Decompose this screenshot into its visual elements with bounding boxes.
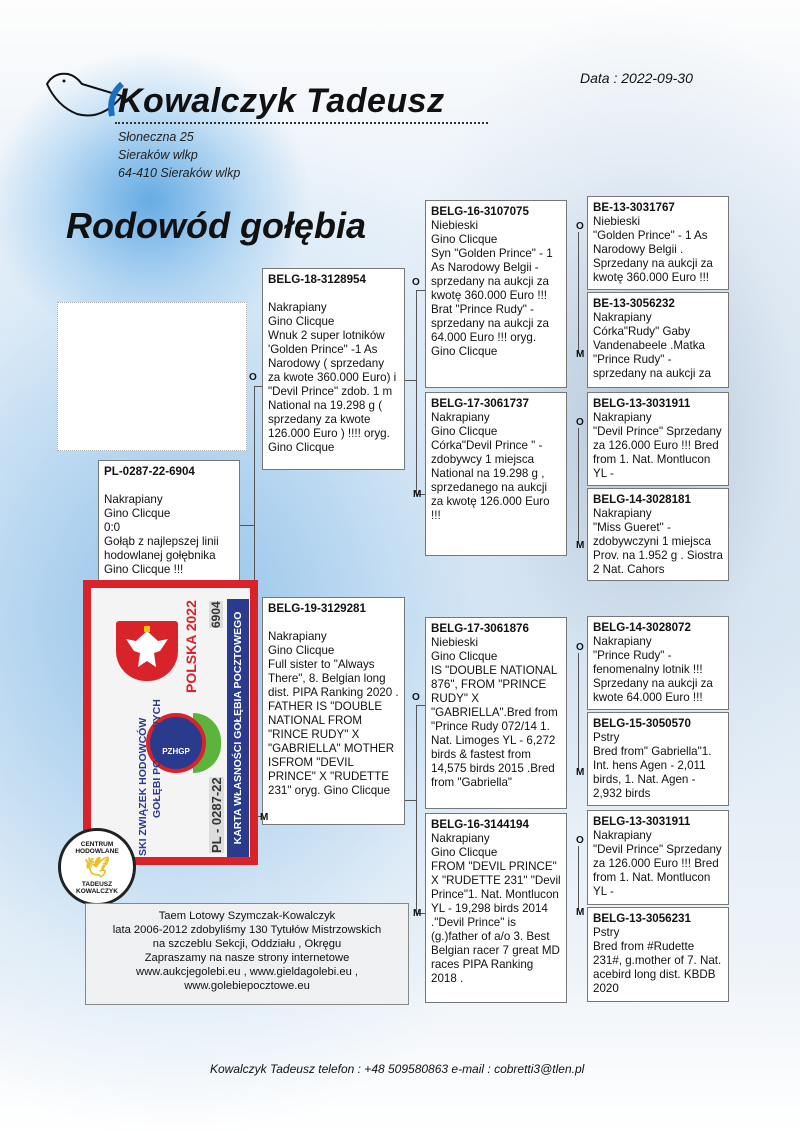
description: Gołąb z najlepszej linii hodowlanej gołębnika Gino Clicque !!! bbox=[104, 535, 219, 576]
mother-label: M bbox=[576, 349, 585, 360]
breeding-center-stamp bbox=[58, 828, 136, 906]
ring-number: BELG-18-3128954 bbox=[268, 273, 366, 286]
stamp-bottom-text: TADEUSZ KOWALCZYK bbox=[76, 881, 118, 895]
color: Nakrapiany bbox=[593, 829, 652, 842]
mother-label: M bbox=[413, 908, 422, 919]
description: Bred from" Gabriella"1. Int. hens Agen - 2,011 birds, 1. Nat. Agen - 2,932 birds bbox=[593, 745, 712, 800]
color: Nakrapiany bbox=[104, 493, 163, 506]
card-bottom-band: KARTA WŁASNOŚCI GOŁĘBIA POCZTOWEGO bbox=[227, 599, 249, 857]
address-line: Słoneczna 25 bbox=[118, 130, 194, 144]
color: Niebieski bbox=[431, 636, 479, 649]
father-label: O bbox=[412, 277, 420, 288]
description: "Devil Prince" Sprzedany za 126.000 Euro !!! Bred from 1. Nat. Montlucon YL - bbox=[593, 843, 722, 898]
breeder: Gino Clicque bbox=[431, 233, 498, 246]
pigeon-card-father bbox=[262, 268, 405, 470]
breeder: Gino Clicque bbox=[431, 846, 498, 859]
color: Nakrapiany bbox=[593, 311, 652, 324]
mother-label: M bbox=[413, 489, 422, 500]
color: Nakrapiany bbox=[431, 832, 490, 845]
dove-icon: 🕊 bbox=[84, 857, 110, 879]
description: Bred from #Rudette 231#, g.mother of 7. Nat. acebird long dist. KBDB 2020 bbox=[593, 940, 722, 995]
ring-number: BE-13-3031767 bbox=[593, 201, 675, 214]
page-title: Rodowód gołębia bbox=[66, 205, 366, 246]
father-label: O bbox=[576, 835, 584, 846]
info-line: Taem Lotowy Szymczak-Kowalczyk bbox=[158, 910, 336, 922]
pigeon-card-subject bbox=[98, 460, 240, 588]
color: Nakrapiany bbox=[431, 411, 490, 424]
father-label: O bbox=[576, 417, 584, 428]
color: Pstry bbox=[593, 926, 620, 939]
pigeon-card-mmf bbox=[587, 810, 729, 905]
info-line: lata 2006-2012 zdobyliśmy 130 Tytułów Mistrzowskich bbox=[112, 924, 382, 936]
breeder-name: Kowalczyk Tadeusz bbox=[118, 82, 445, 120]
description: Full sister to "Always There", 8. Belgian long dist. PIPA Ranking 2020 . FATHER IS "DOUBLE NATIONAL FROM "RINCE RUDY" X "GABRIELLA" MOTHER ISFROM "DEVIL PRINCE" X "RUDETTE 231" oryg. Gino Clicque bbox=[268, 658, 399, 797]
color: Niebieski bbox=[593, 215, 641, 228]
description: Córka"Devil Prince " - zdobywcy 1 miejsca National na 19.298 g , sprzedanego na aukcji za kwotę 126.000 Euro !!! bbox=[431, 439, 550, 522]
ownership-card-image bbox=[83, 580, 258, 865]
color: Nakrapiany bbox=[593, 635, 652, 648]
ring-number: BELG-17-3061737 bbox=[431, 397, 529, 410]
info-link[interactable]: www.golebiepocztowe.eu bbox=[184, 980, 310, 992]
father-label: O bbox=[249, 372, 257, 383]
polish-eagle-emblem-icon bbox=[116, 621, 178, 681]
address-line: Sieraków wlkp bbox=[118, 148, 198, 162]
card-year: POLSKA 2022 bbox=[183, 600, 199, 693]
ring-number: BELG-13-3031911 bbox=[593, 397, 691, 410]
card-org-line2: GOŁĘBI POCZTOWYCH bbox=[151, 699, 163, 818]
pigeon-card-fff bbox=[587, 196, 729, 290]
info-box bbox=[85, 903, 409, 1005]
ring-number: PL-0287-22-6904 bbox=[104, 465, 195, 478]
breeder: Gino Clicque bbox=[104, 507, 171, 520]
pigeon-card-mf bbox=[425, 617, 567, 809]
info-links[interactable]: www.aukcjegolebi.eu , www.gieldagolebi.eu , bbox=[135, 966, 359, 978]
divider bbox=[115, 122, 488, 124]
card-number: 6904 bbox=[209, 601, 223, 628]
description: IS "DOUBLE NATIONAL 876", FROM "PRINCE RUDY" X "GABRIELLA".Bred from "Prince Rudy 072/14 1. Nat. Limoges YL - 6,272 birds & fastest from 14,575 birds 2015 .Bred from "Gabriella" bbox=[431, 664, 558, 789]
color: Nakrapiany bbox=[268, 301, 327, 314]
pigeon-card-fmm bbox=[587, 488, 729, 581]
pigeon-card-mm bbox=[425, 813, 567, 1003]
ring-number: BELG-15-3050570 bbox=[593, 717, 691, 730]
stamp-top-text: CENTRUM HODOWLANE bbox=[75, 841, 119, 855]
pigeon-card-mother bbox=[262, 597, 405, 825]
photo-placeholder bbox=[57, 302, 247, 451]
color: Pstry bbox=[593, 731, 620, 744]
description: "Prince Rudy" - fenomenalny lotnik !!! Sprzedany na aukcji za kwote 64.000 Euro !!! bbox=[593, 649, 713, 704]
color: Niebieski bbox=[431, 219, 479, 232]
description: "Devil Prince" Sprzedany za 126.000 Euro !!! Bred from 1. Nat. Montlucon YL - bbox=[593, 425, 722, 480]
description: "Golden Prince" - 1 As Narodowy Belgii . Sprzedany na aukcji za kwotę 360.000 Euro !!! bbox=[593, 229, 713, 284]
ring-number: BELG-16-3107075 bbox=[431, 205, 529, 218]
description: Syn "Golden Prince" - 1 As Narodowy Belgii - sprzedany na aukcji za kwotę 360.000 Euro !!! Brat "Prince Rudy" - sprzedany na aukcji za 64.000 Euro !!! oryg. Gino Clicque bbox=[431, 247, 553, 358]
ring-number: BELG-16-3144194 bbox=[431, 818, 529, 831]
ring-number: BELG-14-3028072 bbox=[593, 621, 691, 634]
address bbox=[118, 128, 240, 182]
card-ring: PL - 0287-22 bbox=[209, 777, 224, 853]
ring-number: BELG-19-3129281 bbox=[268, 602, 366, 615]
info-line: na szczeblu Sekcji, Oddziału , Okręgu bbox=[152, 938, 342, 950]
ring-number: BELG-14-3028181 bbox=[593, 493, 691, 506]
mother-label: M bbox=[576, 907, 585, 918]
ring-number: BE-13-3056232 bbox=[593, 297, 675, 310]
ring-number: BELG-13-3056231 bbox=[593, 912, 691, 925]
address-line: 64-410 Sieraków wlkp bbox=[118, 166, 241, 180]
pigeon-card-mff bbox=[587, 616, 729, 710]
score: 0:0 bbox=[104, 521, 121, 534]
pigeon-card-ff bbox=[425, 200, 567, 388]
description: FROM "DEVIL PRINCE" X "RUDETTE 231" "Devil Prince"1. Nat. Montlucon YL - 19,298 birds 2014 ."Devil Prince" is (g.)father of a/o 3. Best Belgian racer 7 great MD races PIPA Ranking 2018 . bbox=[431, 860, 561, 985]
info-line: Zapraszamy na nasze strony internetowe bbox=[144, 952, 350, 964]
father-label: O bbox=[412, 692, 420, 703]
badge-text: PZHGP bbox=[162, 747, 190, 756]
description: Wnuk 2 super lotników 'Golden Prince" -1 As Narodowy ( sprzedany za kwote 360.000 Euro) i "Devil Prince" zdob. 1 m National na 19.298 g ( sprzedany za kwote 126.000 Euro ) !!!! oryg. Gino Clicque bbox=[268, 329, 397, 454]
color: Nakrapiany bbox=[593, 411, 652, 424]
footer-contact: Kowalczyk Tadeusz telefon : +48 509580863 e-mail : cobretti3@tlen.pl bbox=[210, 1062, 585, 1076]
breeder: Gino Clicque bbox=[431, 425, 498, 438]
color: Nakrapiany bbox=[593, 507, 652, 520]
father-label: O bbox=[576, 221, 584, 232]
card-org-line1: SKI ZWIĄZEK HODOWCÓW bbox=[137, 717, 149, 856]
pigeon-card-mfm bbox=[587, 712, 729, 806]
pigeon-card-fm bbox=[425, 392, 567, 556]
mother-label: M bbox=[576, 767, 585, 778]
breeder: Gino Clicque bbox=[268, 644, 335, 657]
mother-label: M bbox=[260, 812, 269, 823]
color: Nakrapiany bbox=[268, 630, 327, 643]
description: Córka"Rudy" Gaby Vandenabeele .Matka "Prince Rudy" - sprzedany na aukcji za bbox=[593, 325, 711, 380]
pigeon-card-mmm bbox=[587, 907, 729, 1002]
pigeon-card-fmf bbox=[587, 392, 729, 486]
breeder: Gino Clicque bbox=[268, 315, 335, 328]
description: "Miss Gueret" - zdobywczyni 1 miejsca Prov. na 1.952 g . Siostra 2 Nat. Cahors bbox=[593, 521, 723, 576]
ring-number: BELG-17-3061876 bbox=[431, 622, 529, 635]
father-label: O bbox=[576, 642, 584, 653]
date: Data : 2022-09-30 bbox=[580, 70, 693, 86]
pigeon-card-ffm bbox=[587, 292, 729, 388]
breeder: Gino Clicque bbox=[431, 650, 498, 663]
ring-number: BELG-13-3031911 bbox=[593, 815, 691, 828]
mother-label: M bbox=[576, 540, 585, 551]
